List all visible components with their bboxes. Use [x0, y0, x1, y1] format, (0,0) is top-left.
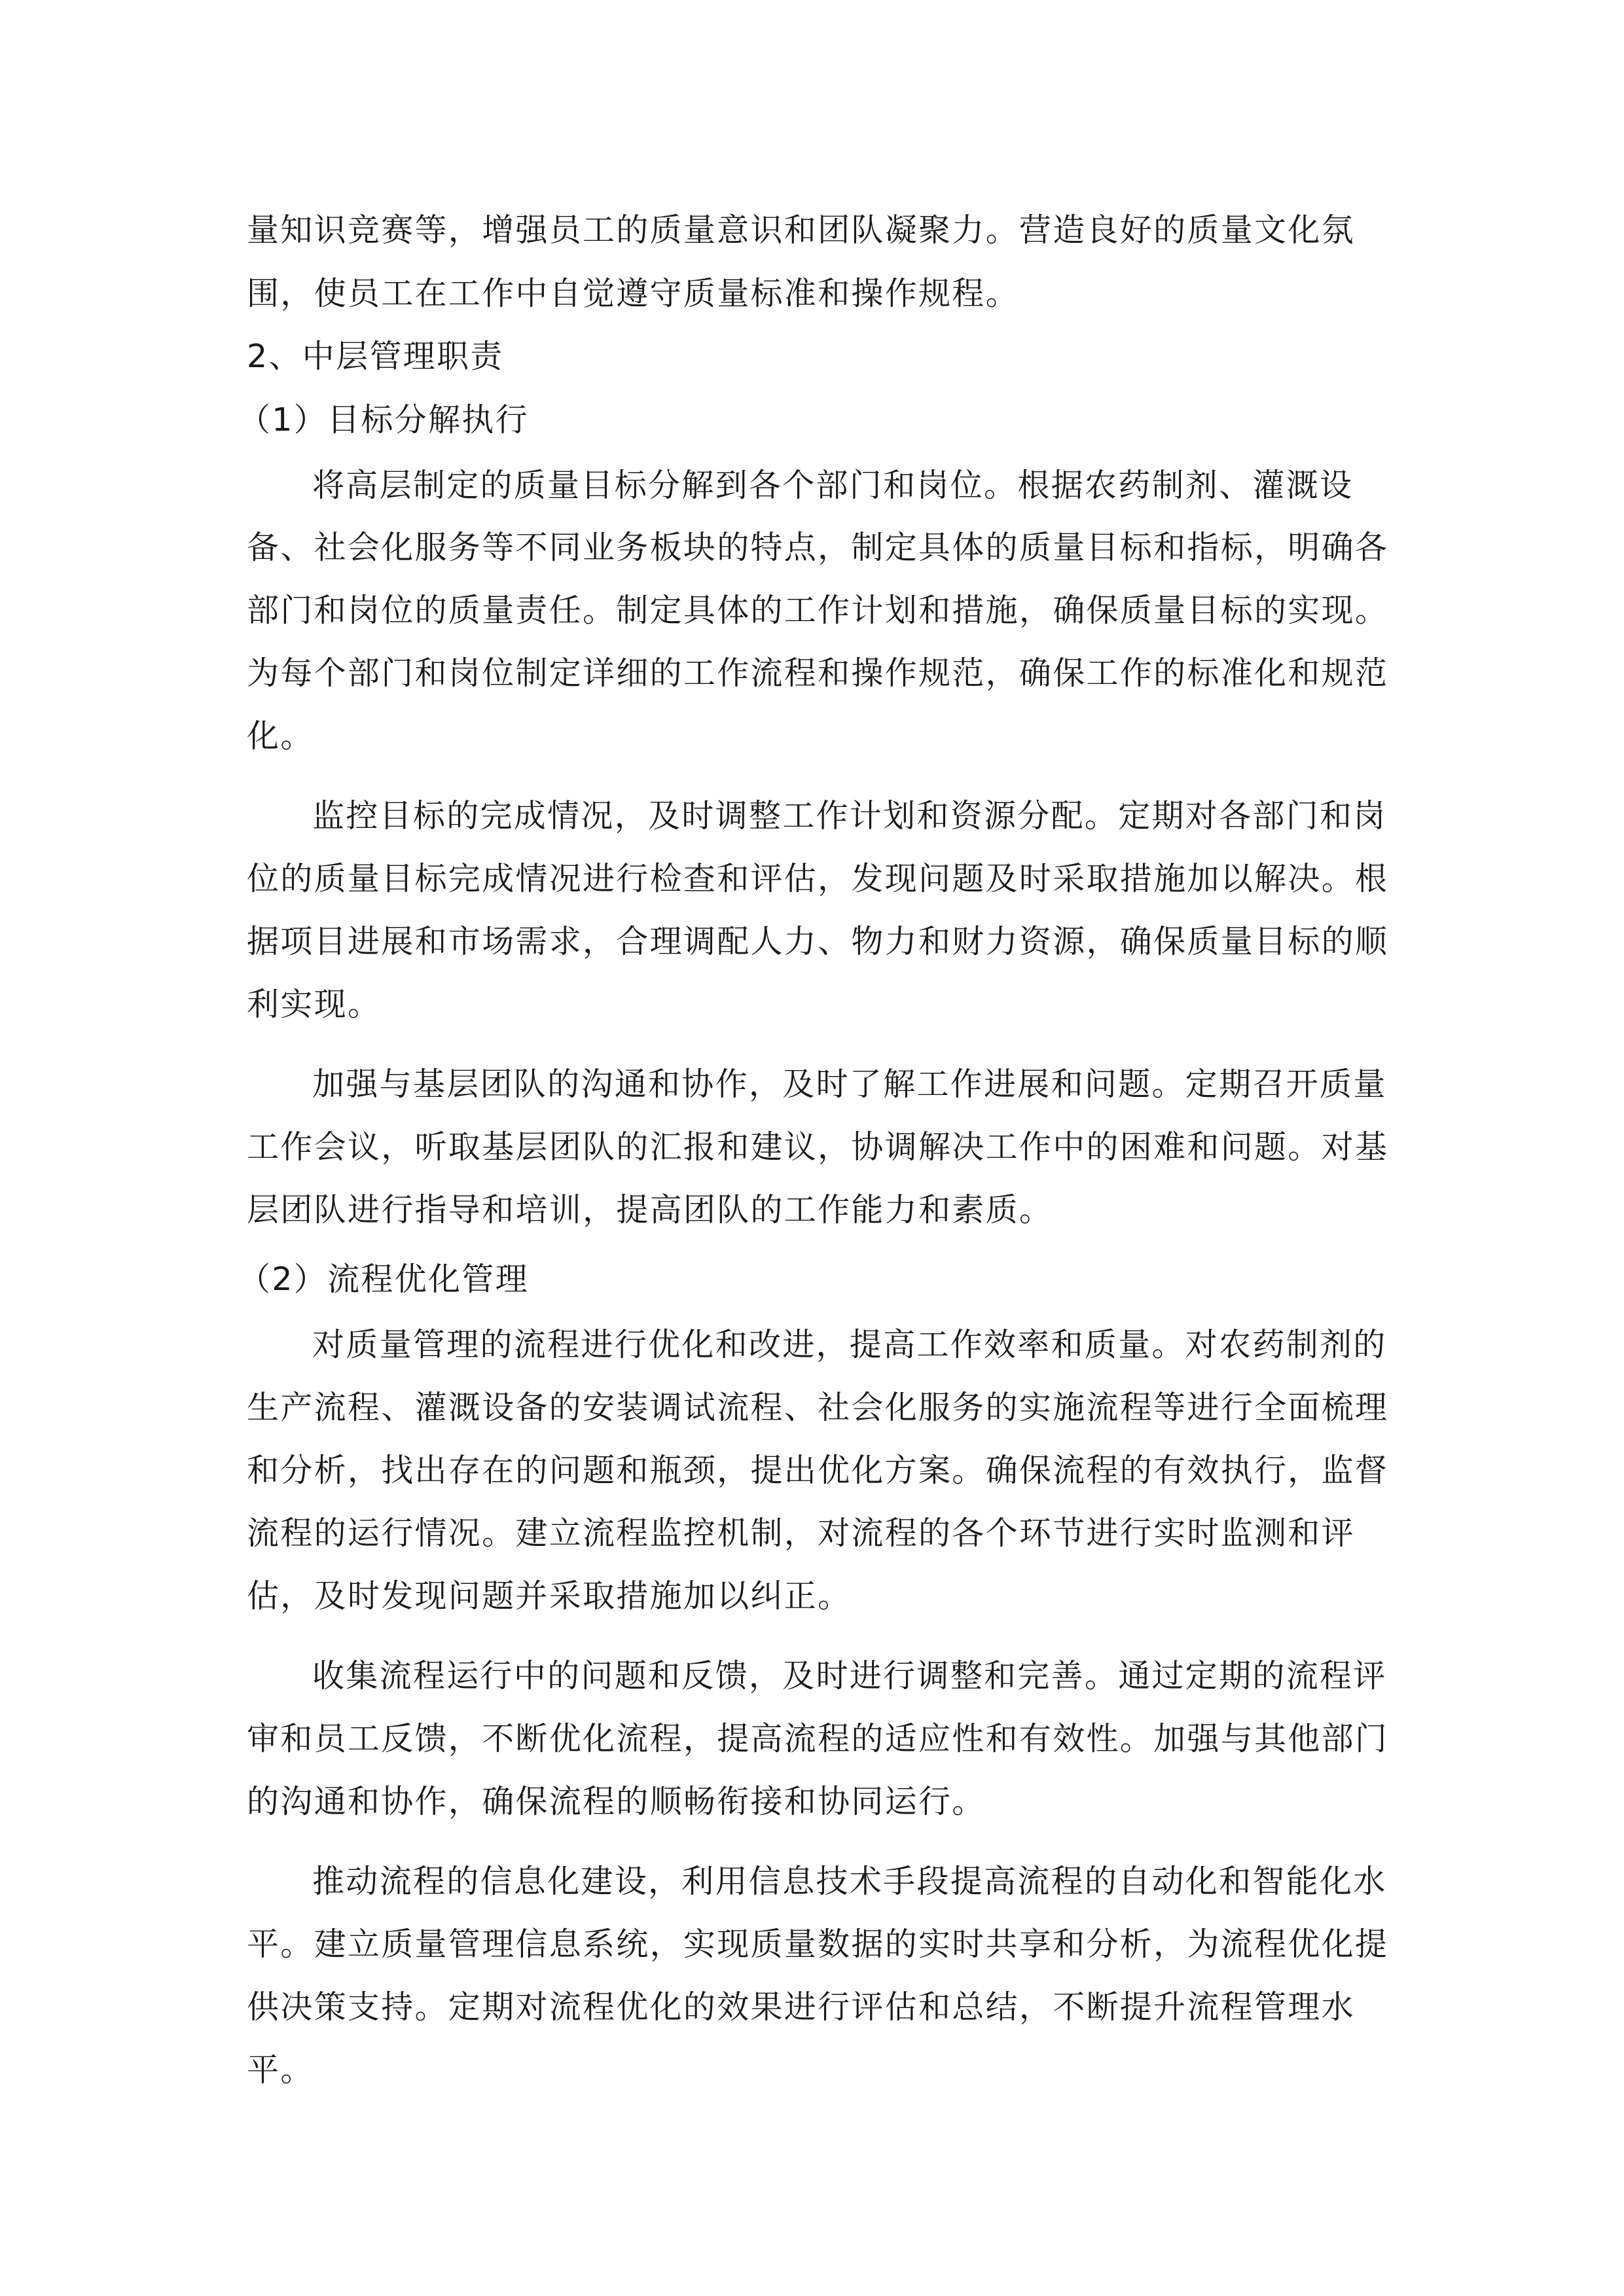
body-text-line: 估，及时发现问题并采取措施加以纠正。 [247, 1577, 852, 1615]
body-text-line: 为每个部门和岗位制定详细的工作流程和操作规范，确保工作的标准化和规范 [247, 655, 1389, 692]
body-text-line: 位的质量目标完成情况进行检查和评估，发现问题及时采取措施加以解决。根 [247, 860, 1389, 897]
body-text-line: 和分析，找出存在的问题和瓶颈，提出优化方案。确保流程的有效执行，监督 [247, 1452, 1389, 1489]
body-text-line: 收集流程运行中的问题和反馈，及时进行调整和完善。通过定期的流程评 [312, 1657, 1387, 1695]
body-text-line: 利实现。 [247, 986, 382, 1023]
body-text-line: 备、社会化服务等不同业务板块的特点，制定具体的质量目标和指标，明确各 [247, 529, 1389, 566]
body-text-line: 平。 [247, 2051, 314, 2089]
body-text-line: 量知识竞赛等，增强员工的质量意识和团队凝聚力。营造良好的质量文化氛 [247, 211, 1355, 249]
body-text-line: 监控目标的完成情况，及时调整工作计划和资源分配。定期对各部门和岗 [312, 797, 1387, 834]
subsection-heading: （1）目标分解执行 [238, 401, 529, 439]
body-text-line: 围，使员工在工作中自觉遵守质量标准和操作规程。 [247, 275, 1019, 312]
body-text-line: 工作会议，听取基层团队的汇报和建议，协调解决工作中的困难和问题。对基 [247, 1128, 1389, 1166]
body-text-line: 对质量管理的流程进行优化和改进，提高工作效率和质量。对农药制剂的 [312, 1326, 1387, 1363]
body-text-line: 生产流程、灌溉设备的安装调试流程、社会化服务的实施流程等进行全面梳理 [247, 1389, 1389, 1426]
body-text-line: 据项目进展和市场需求，合理调配人力、物力和财力资源，确保质量目标的顺 [247, 923, 1389, 960]
body-text-line: 流程的运行情况。建立流程监控机制，对流程的各个环节进行实时监测和评 [247, 1515, 1355, 1552]
section-heading: 2、中层管理职责 [247, 338, 504, 375]
body-text-line: 将高层制定的质量目标分解到各个部门和岗位。根据农药制剂、灌溉设 [312, 467, 1354, 504]
body-text-line: 的沟通和协作，确保流程的顺畅衔接和协同运行。 [247, 1783, 986, 1820]
body-text-line: 加强与基层团队的沟通和协作，及时了解工作进展和问题。定期召开质量 [312, 1066, 1387, 1103]
body-text-line: 供决策支持。定期对流程优化的效果进行评估和总结，不断提升流程管理水 [247, 1988, 1355, 2026]
body-text-line: 审和员工反馈，不断优化流程，提高流程的适应性和有效性。加强与其他部门 [247, 1720, 1389, 1757]
subsection-heading: （2）流程优化管理 [238, 1261, 529, 1298]
body-text-line: 层团队进行指导和培训，提高团队的工作能力和素质。 [247, 1191, 1053, 1229]
body-text-line: 平。建立质量管理信息系统，实现质量数据的实时共享和分析，为流程优化提 [247, 1926, 1389, 1963]
body-text-line: 推动流程的信息化建设，利用信息技术手段提高流程的自动化和智能化水 [312, 1863, 1387, 1900]
body-text-line: 部门和岗位的质量责任。制定具体的工作计划和措施，确保质量目标的实现。 [247, 592, 1389, 629]
body-text-line: 化。 [247, 717, 314, 755]
